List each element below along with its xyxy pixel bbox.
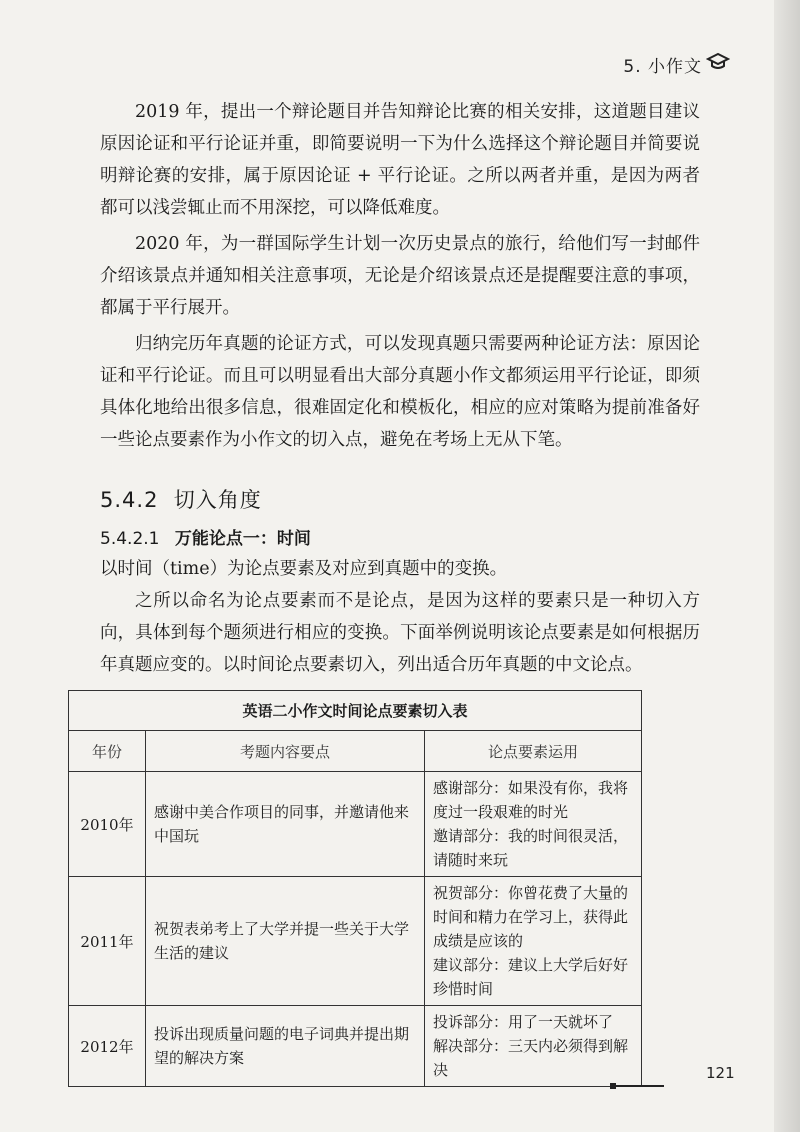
row-topic: 感谢中美合作项目的同事，并邀请他来中国玩 (146, 772, 425, 877)
use-line: 感谢部分：如果没有你，我将度过一段艰难的时光 (433, 779, 629, 821)
table-row (69, 772, 642, 877)
row-use (425, 1006, 642, 1087)
row-topic: 投诉出现质量问题的电子词典并提出期望的解决方案 (146, 1006, 425, 1087)
row-year: 2012年 (69, 1006, 146, 1087)
table-row (69, 877, 642, 1006)
section-number: 5.4.2 (100, 488, 159, 512)
row-use (425, 772, 642, 877)
paragraph-2019: 2019 年，提出一个辩论题目并告知辩论比赛的相关安排，这道题目建议原因论证和平行论证并重，即简要说明一下为什么选择这个辩论题目并简要说明辩论赛的安排，属于原因论证 + 平行论证。之所以两者并重，是因为两者都可以浅尝辄止而不用深挖，可以降低难度。 (100, 102, 700, 218)
paragraph-2020: 2020 年，为一群国际学生计划一次历史景点的旅行，给他们写一封邮件介绍该景点并通知相关注意事项，无论是介绍该景点还是提醒要注意的事项，都属于平行展开。 (100, 234, 700, 318)
time-argument-table (68, 690, 642, 1087)
section-title: 切入角度 (173, 488, 262, 512)
use-line: 投诉部分：用了一天就坏了 (433, 1013, 614, 1031)
use-line: 建议部分：建议上大学后好好珍惜时间 (433, 956, 629, 998)
row-topic: 祝贺表弟考上了大学并提一些关于大学生活的建议 (146, 877, 425, 1006)
subsection-number: 5.4.2.1 (100, 529, 160, 549)
page-gutter-shadow (774, 0, 800, 1132)
table-caption: 英语二小作文时间论点要素切入表 (69, 691, 642, 731)
subsection-title: 万能论点一：时间 (174, 529, 311, 549)
row-year: 2011年 (69, 877, 146, 1006)
column-header-topic: 考题内容要点 (146, 731, 425, 772)
use-line: 祝贺部分：你曾花费了大量的时间和精力在学习上，获得此成绩是应该的 (433, 884, 629, 950)
use-line: 邀请部分：我的时间很灵活，请随时来玩 (433, 827, 629, 869)
row-use (425, 877, 642, 1006)
row-year: 2010年 (69, 772, 146, 877)
graduation-cap-icon (706, 52, 730, 72)
subsection-heading (100, 524, 700, 549)
paragraph-summary: 归纳完历年真题的论证方式，可以发现真题只需要两种论证方法：原因论证和平行论证。而且可以明显看出大部分真题小作文都须运用平行论证，即须具体化地给出很多信息，很难固定化和模板化，相应的应对策略为提前准备好一些论点要素作为小作文的切入点，避免在考场上无从下笔。 (100, 334, 700, 450)
section-heading (100, 484, 700, 514)
use-line: 解决部分：三天内必须得到解决 (433, 1037, 629, 1079)
main-text (100, 96, 700, 685)
page-number: 121 (706, 1064, 735, 1082)
column-header-year: 年份 (69, 731, 146, 772)
footer-rule (616, 1085, 664, 1087)
time-intro-line: 以时间（time）为论点要素及对应到真题中的变换。 (100, 559, 508, 579)
running-header: 5. 小作文 (623, 57, 702, 77)
table-row (69, 1006, 642, 1087)
naming-explanation: 之所以命名为论点要素而不是论点，是因为这样的要素只是一种切入方向，具体到每个题须进行相应的变换。下面举例说明该论点要素是如何根据历年真题应变的。以时间论点要素切入，列出适合历年真题的中文论点。 (100, 591, 700, 675)
column-header-use: 论点要素运用 (425, 731, 642, 772)
